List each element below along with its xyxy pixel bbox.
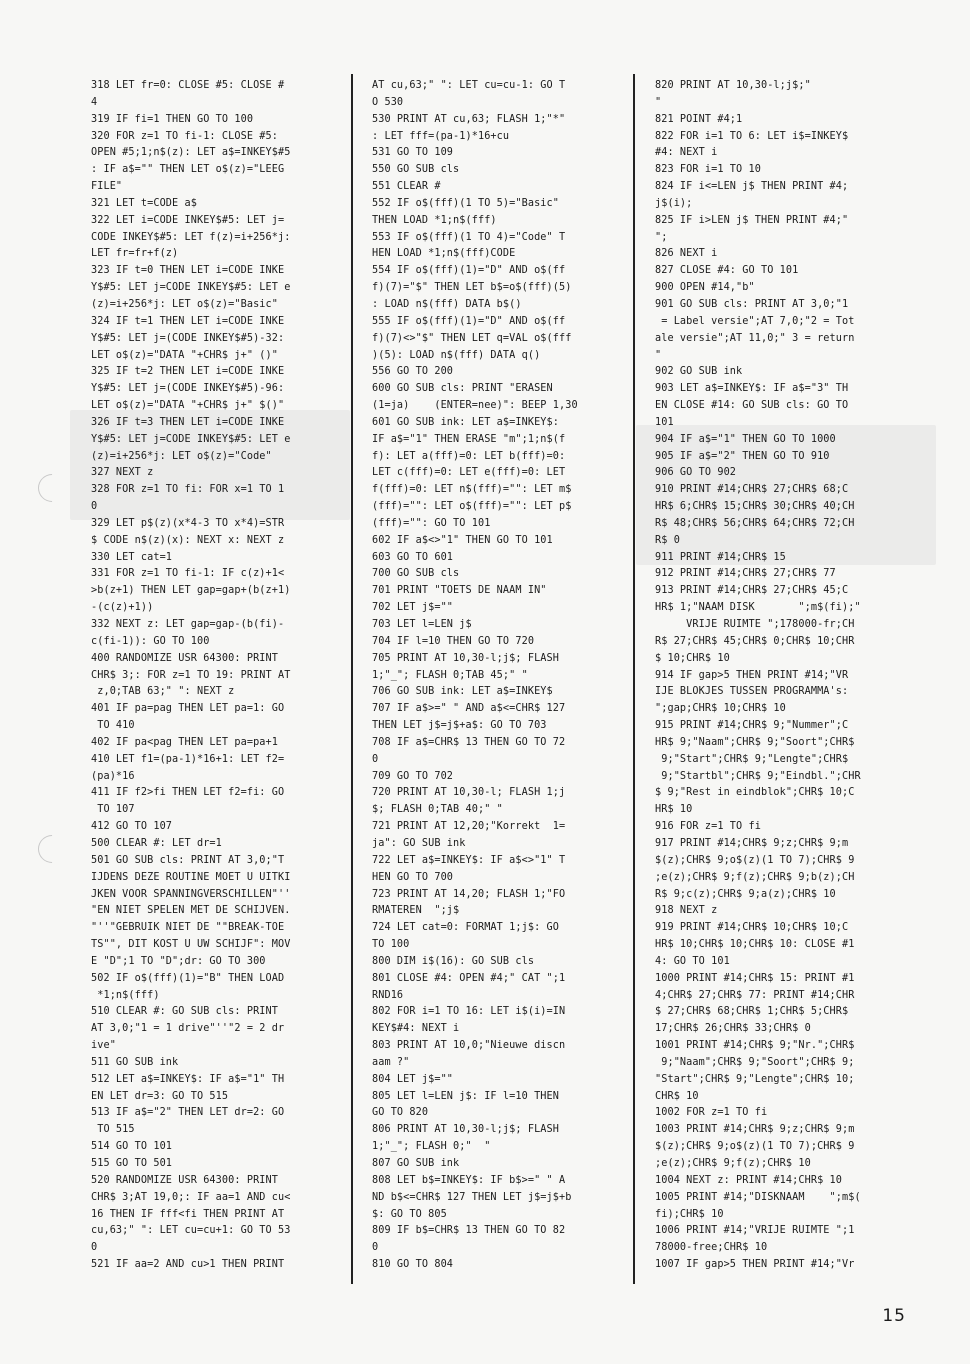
- code-line: LET fr=fr+f(z): [91, 248, 179, 260]
- code-line: 512 LET a$=INKEY$: IF a$="1" TH: [91, 1073, 285, 1085]
- code-line: 905 IF a$="2" THEN GO TO 910: [655, 450, 830, 462]
- code-line: 325 IF t=2 THEN LET i=CODE INKE: [91, 366, 285, 378]
- code-line: 913 PRINT #14;CHR$ 27;CHR$ 45;C: [655, 585, 849, 597]
- code-line: 709 GO TO 702: [372, 770, 454, 782]
- code-line: f)(7)="$" THEN LET b$=o$(fff)(5): [372, 282, 572, 294]
- code-line: 411 IF f2>fi THEN LET f2=fi: GO: [91, 787, 285, 799]
- code-line: VRIJE RUIMTE ";178000-fr;CH: [655, 619, 855, 630]
- code-line: 701 PRINT "TOETS DE NAAM IN": [372, 585, 547, 597]
- code-line: $ 27;CHR$ 68;CHR$ 1;CHR$ 5;CHR$: [655, 1006, 849, 1018]
- code-line: #4: NEXT i: [655, 147, 718, 159]
- code-line: 551 CLEAR #: [372, 181, 441, 193]
- code-line: HR$ 10: [655, 804, 693, 816]
- code-line: Y$#5: LET j=CODE INKEY$#5: LET e: [91, 433, 291, 445]
- code-line: 520 RANDOMIZE USR 64300: PRINT: [91, 1174, 279, 1186]
- code-line: (pa)*16: [91, 770, 135, 782]
- code-line: 0: [91, 1242, 98, 1254]
- code-line: 9;"Start";CHR$ 9;"Lengte";CHR$: [655, 753, 849, 765]
- code-line: GO TO 820: [372, 1107, 429, 1119]
- code-line: HR$ 10;CHR$ 10;CHR$ 10: CLOSE #1: [655, 939, 855, 951]
- code-line: R$ 0: [655, 534, 680, 546]
- code-line: 554 IF o$(fff)(1)="D" AND o$(ff: [372, 265, 566, 277]
- code-line: 322 LET i=CODE INKEY$#5: LET j=: [91, 214, 285, 226]
- code-line: 708 IF a$=CHR$ 13 THEN GO TO 72: [372, 736, 566, 748]
- code-line: AT 3,0;"1 = 1 drive"''"2 = 2 dr: [91, 1023, 285, 1035]
- code-line: 825 IF i>LEN j$ THEN PRINT #4;": [655, 214, 849, 226]
- code-line: 9;"Startbl";CHR$ 9;"Eindbl.";CHR: [655, 770, 861, 782]
- code-line: ;e(z);CHR$ 9;f(z);CHR$ 10: [655, 1158, 811, 1169]
- code-line: 823 FOR i=1 TO 10: [655, 164, 761, 176]
- code-line: 903 LET a$=INKEY$: IF a$="3" TH: [655, 383, 849, 395]
- code-line: ": [655, 96, 662, 108]
- code-line: cu,63;" ": LET cu=cu+1: GO TO 53: [91, 1225, 291, 1237]
- code-line: 601 GO SUB ink: LET a$=INKEY$:: [372, 416, 560, 428]
- code-line: "''"GEBRUIK NIET DE ""BREAK-TOE: [91, 922, 285, 934]
- code-line: 912 PRINT #14;CHR$ 27;CHR$ 77: [655, 568, 836, 580]
- code-line: 530 PRINT AT cu,63; FLASH 1;"*": [372, 113, 566, 125]
- code-line: 723 PRINT AT 14,20; FLASH 1;"FO: [372, 888, 566, 900]
- punch-hole-mark: [32, 468, 72, 508]
- code-line: R$ 9;c(z);CHR$ 9;a(z);CHR$ 10: [655, 888, 836, 900]
- code-line: $ 10;CHR$ 10: [655, 652, 730, 664]
- code-line: R$ 48;CHR$ 56;CHR$ 64;CHR$ 72;CH: [655, 517, 855, 529]
- code-line: 323 IF t=0 THEN LET i=CODE INKE: [91, 265, 285, 277]
- code-line: CHR$ 3;: FOR z=1 TO 19: PRINT AT: [91, 669, 291, 681]
- code-line: 1006 PRINT #14;"VRIJE RUIMTE ";1: [655, 1225, 855, 1237]
- code-line: 702 LET j$="": [372, 602, 454, 614]
- code-line: 1002 FOR z=1 TO fi: [655, 1107, 768, 1119]
- code-line: $ 9;"Rest in eindblok";CHR$ 10;C: [655, 787, 855, 799]
- code-line: 826 NEXT i: [655, 248, 718, 260]
- code-line: : IF a$="" THEN LET o$(z)="LEEG: [91, 164, 285, 176]
- code-line: *1;n$(fff): [91, 989, 160, 1001]
- code-line: 332 NEXT z: LET gap=gap-(b(fi)-: [91, 619, 285, 630]
- code-line: TS"", DIT KOST U UW SCHIJF": MOV: [91, 939, 291, 951]
- code-line: LET o$(z)="DATA "+CHR$ j+" ()": [91, 349, 279, 361]
- code-line: f)(7)<>"$" THEN LET q=VAL o$(fff: [372, 332, 572, 344]
- code-line: 330 LET cat=1: [91, 551, 173, 563]
- code-line: IJDENS DEZE ROUTINE MOET U UITKI: [91, 871, 291, 883]
- code-line: OPEN #5;1;n$(z): LET a$=INKEY$#5: [91, 147, 291, 159]
- code-line: 531 GO TO 109: [372, 147, 454, 159]
- code-line: 1001 PRINT #14;CHR$ 9;"Nr.";CHR$: [655, 1040, 855, 1052]
- code-line: >b(z+1) THEN LET gap=gap+(b(z+1): [91, 585, 291, 597]
- code-line: 721 PRINT AT 12,20;"Korrekt 1=: [372, 821, 566, 833]
- code-line: 4: [91, 96, 98, 108]
- code-line: 521 IF aa=2 AND cu>1 THEN PRINT: [91, 1259, 285, 1271]
- code-line: 501 GO SUB cls: PRINT AT 3,0;"T: [91, 854, 285, 866]
- code-line: 553 IF o$(fff)(1 TO 4)="Code" T: [372, 231, 566, 243]
- code-line: j$(i);: [655, 197, 693, 209]
- code-line: 810 GO TO 804: [372, 1259, 454, 1271]
- code-line: 822 FOR i=1 TO 6: LET i$=INKEY$: [655, 130, 849, 142]
- code-line: 600 GO SUB cls: PRINT "ERASEN: [372, 383, 553, 395]
- code-line: : LET fff=(pa-1)*16+cu: [372, 130, 510, 142]
- code-line: ja": GO SUB ink: [372, 837, 466, 849]
- code-line: Y$#5: LET j=CODE INKEY$#5: LET e: [91, 282, 291, 294]
- code-line: 319 IF fi=1 THEN GO TO 100: [91, 113, 254, 125]
- code-line: 1;"_"; FLASH 0;" ": [372, 1141, 491, 1153]
- code-line: 1004 NEXT z: PRINT #14;CHR$ 10: [655, 1174, 843, 1186]
- code-line: CHR$ 3;AT 19,0;: IF aa=1 AND cu<: [91, 1191, 291, 1203]
- code-line: Y$#5: LET j=(CODE INKEY$#5)-96:: [91, 383, 285, 395]
- code-line: ive": [91, 1040, 116, 1052]
- code-line: 401 IF pa=pag THEN LET pa=1: GO: [91, 703, 285, 715]
- code-line: 801 CLOSE #4: OPEN #4;" CAT ";1: [372, 972, 566, 984]
- code-line: R$ 27;CHR$ 45;CHR$ 0;CHR$ 10;CHR: [655, 635, 855, 647]
- code-line: AT cu,63;" ": LET cu=cu-1: GO T: [372, 80, 566, 91]
- code-line: 918 NEXT z: [655, 905, 718, 917]
- code-line: HEN GO TO 700: [372, 871, 454, 883]
- code-line: 809 IF b$=CHR$ 13 THEN GO TO 82: [372, 1225, 566, 1237]
- code-line: 1003 PRINT #14;CHR$ 9;z;CHR$ 9;m: [655, 1124, 855, 1136]
- code-line: HR$ 9;"Naam";CHR$ 9;"Soort";CHR$: [655, 736, 855, 748]
- code-line: fi);CHR$ 10: [655, 1208, 724, 1220]
- code-line: 911 PRINT #14;CHR$ 15: [655, 551, 786, 563]
- code-line: 800 DIM i$(16): GO SUB cls: [372, 955, 535, 967]
- code-line: LET c(fff)=0: LET e(fff)=0: LET: [372, 467, 566, 479]
- code-line: $; FLASH 0;TAB 40;" ": [372, 804, 503, 816]
- code-line: 410 LET f1=(pa-1)*16+1: LET f2=: [91, 753, 285, 765]
- code-line: (z)=i+256*j: LET o$(z)="Code": [91, 450, 272, 462]
- code-line: EN CLOSE #14: GO SUB cls: GO TO: [655, 400, 849, 412]
- code-line: ";: [655, 231, 668, 243]
- code-line: 807 GO SUB ink: [372, 1158, 460, 1169]
- code-line: ": [655, 349, 662, 361]
- code-line: 321 LET t=CODE a$: [91, 197, 197, 209]
- code-line: z,0;TAB 63;" ": NEXT z: [91, 686, 235, 698]
- code-line: 821 POINT #4;1: [655, 113, 743, 125]
- code-line: 327 NEXT z: [91, 467, 154, 479]
- code-line: 703 LET l=LEN j$: [372, 619, 472, 630]
- code-line: 906 GO TO 902: [655, 467, 737, 479]
- code-line: CHR$ 10: [655, 1090, 699, 1102]
- code-line: 514 GO TO 101: [91, 1141, 173, 1153]
- code-line: 4: GO TO 101: [655, 955, 730, 967]
- code-line: TO 515: [91, 1124, 135, 1136]
- code-line: 803 PRINT AT 10,0;"Nieuwe discn: [372, 1040, 566, 1052]
- code-line: RMATEREN ";j$: [372, 905, 460, 917]
- code-line: 412 GO TO 107: [91, 821, 173, 833]
- code-line: 318 LET fr=0: CLOSE #5: CLOSE #: [91, 80, 285, 91]
- code-line: 900 OPEN #14,"b": [655, 282, 755, 294]
- code-line: 1005 PRINT #14;"DISKNAAM ";m$(: [655, 1191, 861, 1203]
- code-line: 910 PRINT #14;CHR$ 27;CHR$ 68;C: [655, 484, 849, 496]
- code-line: 700 GO SUB cls: [372, 568, 460, 580]
- code-line: 724 LET cat=0: FORMAT 1;j$: GO: [372, 922, 560, 934]
- code-line: HEN LOAD *1;n$(fff)CODE: [372, 248, 516, 260]
- punch-hole-mark: [32, 829, 72, 869]
- code-line: 555 IF o$(fff)(1)="D" AND o$(ff: [372, 315, 566, 327]
- code-line: 720 PRINT AT 10,30-l; FLASH 1;j: [372, 787, 566, 799]
- code-line: 101: [655, 416, 674, 428]
- code-line: $ CODE n$(z)(x): NEXT x: NEXT z: [91, 534, 285, 546]
- code-line: 1000 PRINT #14;CHR$ 15: PRINT #1: [655, 972, 855, 984]
- code-line: IJE BLOKJES TUSSEN PROGRAMMA's:: [655, 686, 849, 698]
- code-line: 331 FOR z=1 TO fi-1: IF c(z)+1<: [91, 568, 285, 580]
- code-line: 1;"_"; FLASH 0;TAB 45;" ": [372, 669, 528, 681]
- code-line: 917 PRINT #14;CHR$ 9;z;CHR$ 9;m: [655, 837, 849, 849]
- code-line: TO 107: [91, 804, 135, 816]
- code-line: 329 LET p$(z)(x*4-3 TO x*4)=STR: [91, 517, 285, 529]
- code-line: O 530: [372, 96, 404, 108]
- code-line: EN LET dr=3: GO TO 515: [91, 1090, 229, 1102]
- listing-column-1: [91, 78, 323, 1274]
- page-number: 15: [882, 1306, 906, 1326]
- code-line: ale versie";AT 11,0;" 3 = return: [655, 332, 855, 344]
- code-line: 400 RANDOMIZE USR 64300: PRINT: [91, 652, 279, 664]
- code-line: 515 GO TO 501: [91, 1158, 173, 1169]
- code-line: 0: [372, 753, 379, 765]
- code-line: $(z);CHR$ 9;o$(z)(1 TO 7);CHR$ 9: [655, 854, 855, 866]
- code-line: KEY$#4: NEXT i: [372, 1023, 460, 1035]
- code-line: (fff)="": LET o$(fff)="": LET p$: [372, 501, 572, 513]
- column-divider-left: [351, 74, 353, 1284]
- code-line: 901 GO SUB cls: PRINT AT 3,0;"1: [655, 298, 849, 310]
- code-line: 552 IF o$(fff)(1 TO 5)="Basic": [372, 197, 560, 209]
- code-line: (z)=i+256*j: LET o$(z)="Basic": [91, 298, 279, 310]
- code-line: 326 IF t=3 THEN LET i=CODE INKE: [91, 416, 285, 428]
- code-line: 904 IF a$="1" THEN GO TO 1000: [655, 433, 836, 445]
- code-line: c(fi-1)): GO TO 100: [91, 635, 210, 647]
- code-line: 17;CHR$ 26;CHR$ 33;CHR$ 0: [655, 1023, 811, 1035]
- code-line: "EN NIET SPELEN MET DE SCHIJVEN.: [91, 905, 291, 917]
- code-line: 827 CLOSE #4: GO TO 101: [655, 265, 799, 277]
- code-line: 78000-free;CHR$ 10: [655, 1242, 768, 1254]
- code-line: 513 IF a$="2" THEN LET dr=2: GO: [91, 1107, 285, 1119]
- code-line: f(fff)=0: LET n$(fff)="": LET m$: [372, 484, 572, 496]
- code-line: 915 PRINT #14;CHR$ 9;"Nummer";C: [655, 720, 849, 732]
- code-line: 806 PRINT AT 10,30-l;j$; FLASH: [372, 1124, 560, 1136]
- code-line: TO 410: [91, 720, 135, 732]
- code-line: 324 IF t=1 THEN LET i=CODE INKE: [91, 315, 285, 327]
- code-line: HR$ 1;"NAAM DISK ";m$(fi);": [655, 602, 861, 614]
- code-line: ";gap;CHR$ 10;CHR$ 10: [655, 703, 786, 715]
- code-line: 707 IF a$>=" " AND a$<=CHR$ 127: [372, 703, 566, 715]
- code-line: 914 IF gap>5 THEN PRINT #14;"VR: [655, 669, 849, 681]
- code-line: 919 PRINT #14;CHR$ 10;CHR$ 10;C: [655, 922, 849, 934]
- code-line: Y$#5: LET j=(CODE INKEY$#5)-32:: [91, 332, 285, 344]
- code-line: 9;"Naam";CHR$ 9;"Soort";CHR$ 9;: [655, 1056, 855, 1068]
- code-line: aam ?": [372, 1056, 410, 1068]
- code-line: E "D";1 TO "D";dr: GO TO 300: [91, 955, 266, 967]
- code-line: 805 LET l=LEN j$: IF l=10 THEN: [372, 1090, 560, 1102]
- code-line: IF a$="1" THEN ERASE "m";1;n$(f: [372, 433, 566, 445]
- code-line: 556 GO TO 200: [372, 366, 454, 378]
- code-line: 722 LET a$=INKEY$: IF a$<>"1" T: [372, 854, 566, 866]
- code-line: THEN LET j$=j$+a$: GO TO 703: [372, 720, 547, 732]
- code-line: 4;CHR$ 27;CHR$ 77: PRINT #14;CHR: [655, 989, 855, 1001]
- code-line: HR$ 6;CHR$ 15;CHR$ 30;CHR$ 40;CH: [655, 501, 855, 513]
- code-line: 916 FOR z=1 TO fi: [655, 821, 761, 833]
- code-line: 402 IF pa<pag THEN LET pa=pa+1: [91, 736, 279, 748]
- code-line: (fff)="": GO TO 101: [372, 517, 491, 529]
- code-line: 705 PRINT AT 10,30-l;j$; FLASH: [372, 652, 560, 664]
- code-line: 510 CLEAR #: GO SUB cls: PRINT: [91, 1006, 279, 1018]
- code-line: 804 LET j$="": [372, 1073, 454, 1085]
- code-line: 808 LET b$=INKEY$: IF b$>=" " A: [372, 1174, 566, 1186]
- code-line: 902 GO SUB ink: [655, 366, 743, 378]
- code-line: 802 FOR i=1 TO 16: LET i$(i)=IN: [372, 1006, 566, 1018]
- code-line: LET o$(z)="DATA "+CHR$ j+" $()": [91, 400, 285, 412]
- code-line: ND b$<=CHR$ 127 THEN LET j$=j$+b: [372, 1191, 572, 1203]
- code-line: CODE INKEY$#5: LET f(z)=i+256*j:: [91, 231, 291, 243]
- code-line: 500 CLEAR #: LET dr=1: [91, 837, 222, 849]
- code-line: 704 IF l=10 THEN GO TO 720: [372, 635, 535, 647]
- code-line: : LOAD n$(fff) DATA b$(): [372, 298, 522, 310]
- code-line: ;e(z);CHR$ 9;f(z);CHR$ 9;b(z);CH: [655, 871, 855, 883]
- code-line: 328 FOR z=1 TO fi: FOR x=1 TO 1: [91, 484, 285, 496]
- code-line: 603 GO TO 601: [372, 551, 454, 563]
- code-line: $(z);CHR$ 9;o$(z)(1 TO 7);CHR$ 9: [655, 1141, 855, 1153]
- code-line: "Start";CHR$ 9;"Lengte";CHR$ 10;: [655, 1073, 855, 1085]
- code-line: 0: [372, 1242, 379, 1254]
- code-line: RND16: [372, 989, 404, 1001]
- code-line: = Label versie";AT 7,0;"2 = Tot: [655, 315, 855, 327]
- code-line: THEN LOAD *1;n$(fff): [372, 214, 497, 226]
- code-line: 824 IF i<=LEN j$ THEN PRINT #4;: [655, 181, 849, 193]
- code-line: 820 PRINT AT 10,30-l;j$;": [655, 80, 811, 91]
- listing-column-2: [372, 78, 608, 1274]
- code-line: 706 GO SUB ink: LET a$=INKEY$: [372, 686, 553, 698]
- code-line: 16 THEN IF fff<fi THEN PRINT AT: [91, 1208, 285, 1220]
- code-line: )(5): LOAD n$(fff) DATA q(): [372, 349, 541, 361]
- column-divider-right: [633, 74, 635, 1284]
- code-line: TO 100: [372, 939, 410, 951]
- code-line: $: GO TO 805: [372, 1208, 447, 1220]
- code-line: 550 GO SUB cls: [372, 164, 460, 176]
- code-line: 602 IF a$<>"1" THEN GO TO 101: [372, 534, 553, 546]
- listing-column-3: [655, 78, 891, 1274]
- code-line: f): LET a(fff)=0: LET b(fff)=0:: [372, 450, 566, 462]
- code-line: 320 FOR z=1 TO fi-1: CLOSE #5:: [91, 130, 279, 142]
- code-line: 511 GO SUB ink: [91, 1056, 179, 1068]
- code-line: FILE": [91, 181, 123, 193]
- code-line: JKEN VOOR SPANNINGVERSCHILLEN"'': [91, 888, 291, 900]
- code-line: (1=ja) (ENTER=nee)": BEEP 1,30: [372, 400, 578, 412]
- code-line: -(c(z)+1)): [91, 602, 154, 614]
- code-line: 0: [91, 501, 98, 513]
- code-line: 502 IF o$(fff)(1)="B" THEN LOAD: [91, 972, 285, 984]
- code-line: 1007 IF gap>5 THEN PRINT #14;"Vr: [655, 1259, 855, 1271]
